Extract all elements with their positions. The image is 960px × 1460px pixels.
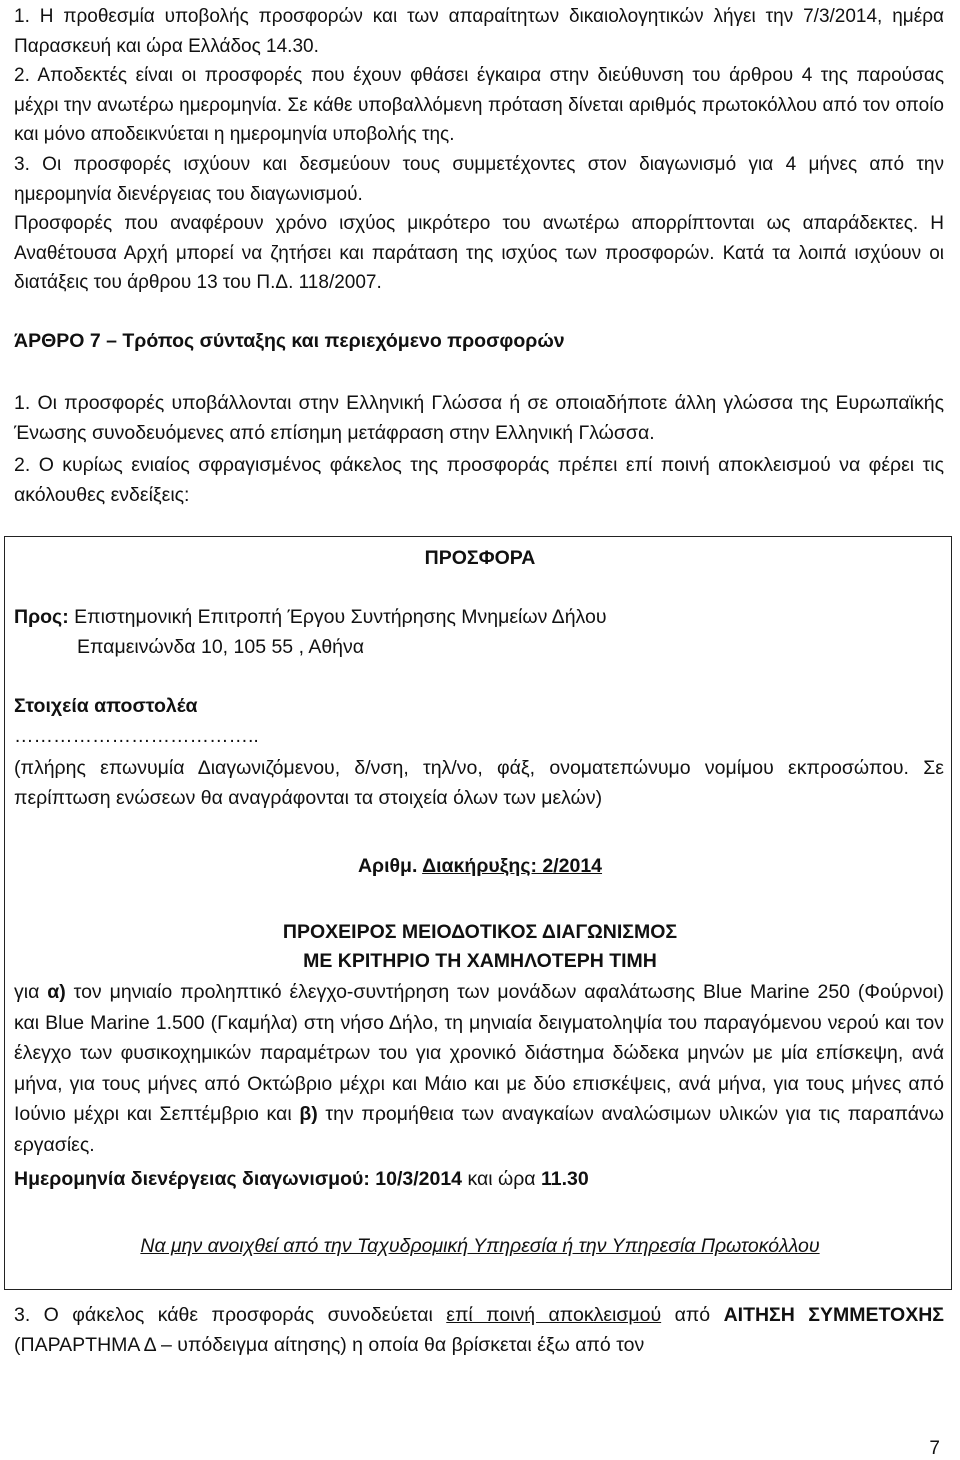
tender-type-1: ΠΡΟΧΕΙΡΟΣ ΜΕΙΟΔΟΤΙΚΟΣ ΔΙΑΓΩΝΙΣΜΟΣ (282, 921, 678, 943)
tender-criterion: ΜΕ ΚΡΙΤΗΡΙΟ ΤΗ ΧΑΜΗΛΟΤΕΡΗ ΤΙΜΗ (303, 950, 657, 972)
paragraph-3-mid: από (661, 1304, 724, 1326)
tender-date-label: Ημερομηνία διενέργειας διαγωνισμού: 10/3/2014 (14, 1168, 463, 1190)
page-number: 7 (929, 1438, 940, 1459)
sender-dots: ……………………………….. (14, 725, 259, 747)
recipient-line (14, 602, 607, 632)
item-b-marker: β) (299, 1103, 318, 1125)
declaration-number (0, 851, 960, 881)
tender-date-mid: και ώρα (462, 1168, 541, 1190)
do-not-open-notice: Να μην ανοιχθεί από την Ταχυδρομική Υπηρεσία ή την Υπηρεσία Πρωτοκόλλου (140, 1235, 820, 1257)
declaration-label: Αριθμ. (357, 855, 423, 877)
item-b-text: την προμήθεια των αναγκαίων αναλώσιμων υλικών για τις παραπάνω εργασίες. (14, 1103, 944, 1156)
declaration-value: Διακήρυξης: 2/2014 (422, 855, 603, 877)
sender-heading: Στοιχεία αποστολέα (14, 695, 198, 717)
item-2: 2. Αποδεκτές είναι οι προσφορές που έχουν φθάσει έγκαιρα στην διεύθυνση του άρθρου 4 της παρούσας μέχρι την ανωτέρω ημερομηνία. Σε κάθε υποβαλλόμενη πρόταση δίνεται αριθμός πρωτοκόλλου από τον οποίο και μόνο αποδεικνύεται η ημερομηνία υποβολής της. (14, 65, 944, 145)
for-prefix: για (14, 981, 48, 1003)
offer-title: ΠΡΟΣΦΟΡΑ (424, 547, 536, 569)
paragraph-3-pre: 3. Ο φάκελος κάθε προσφοράς συνοδεύεται (14, 1304, 447, 1326)
article-7-heading: ΆΡΘΡΟ 7 – Τρόπος σύνταξης και περιεχόμενο προσφορών (14, 330, 565, 352)
article-7-paragraph-1: 1. Οι προσφορές υποβάλλονται στην Ελληνική Γλώσσα ή σε οποιαδήποτε άλλη γλώσσα της Ευρωπαϊκής Ένωσης συνοδευόμενες από επίσημη μετάφραση στην Ελληνική Γλώσσα. (14, 392, 944, 444)
recipient-value: Επιστημονική Επιτροπή Έργου Συντήρησης Μνημείων Δήλου (68, 606, 607, 628)
item-a-text: τον μηνιαίο προληπτικό έλεγχο-συντήρηση των μονάδων αφαλάτωσης Blue Marine 250 (Φούρνοι) και Blue Marine 1.500 (Γκαμήλα) στη νήσο Δήλο, τη μηνιαία δειγματοληψία του παραγόμενου νερού και τον έλεγχο των φυσικοχημικών παραμέτρων του για χρονικό διάστημα δώδεκα μηνών με μία επίσκεψη, ανά μήνα, για τους μήνες από Οκτώβριο μέχρι και Μάιο και με δύο επισκέψεις, ανά μήνα, για τους μήνες από Ιούνιο μέχρι και Σεπτέμβριο και (14, 981, 944, 1125)
paragraph-3-bold: ΑΙΤΗΣΗ ΣΥΜΜΕΤΟΧΗΣ (723, 1304, 944, 1326)
tender-description (14, 977, 944, 1160)
recipient-label: Προς: (14, 606, 69, 628)
item-3: 3. Οι προσφορές ισχύουν και δεσμεύουν τους συμμετέχοντες στον διαγωνισμό για 4 μήνες από την ημερομηνία διενέργειας του διαγωνισμού. (14, 154, 944, 205)
paragraph-3 (14, 1300, 944, 1360)
sender-description: (πλήρης επωνυμία Διαγωνιζόμενου, δ/νση, τηλ/νο, φάξ, ονοματεπώνυμο νομίμου εκπροσώπου. Σε περίπτωση ενώσεων θα αναγράφονται τα στοιχεία όλων των μελών) (14, 757, 944, 809)
article-7-paragraph-2: 2. Ο κυρίως ενιαίος σφραγισμένος φάκελος της προσφοράς πρέπει επί ποινή αποκλεισμού να φέρει τις ακόλουθες ενδείξεις: (14, 454, 944, 506)
tender-time: 11.30 (541, 1168, 589, 1190)
paragraph-3-underlined: επί ποινή αποκλεισμού (446, 1304, 662, 1326)
item-1: 1. Η προθεσμία υποβολής προσφορών και των απαραίτητων δικαιολογητικών λήγει την 7/3/2014, ημέρα Παρασκευή και ώρα Ελλάδος 14.30. (14, 6, 944, 57)
paragraph-3-post: (ΠΑΡΑΡΤΗΜΑ Δ – υπόδειγμα αίτησης) η οποία θα βρίσκεται έξω από τον (14, 1334, 645, 1356)
item-a-marker: α) (47, 981, 66, 1003)
recipient-address: Επαμεινώνδα 10, 105 55 , Αθήνα (77, 636, 365, 658)
tender-type-line-1 (0, 917, 960, 947)
item-3-continued: Προσφορές που αναφέρουν χρόνο ισχύος μικρότερο του ανωτέρω απορρίπτονται ως απαράδεκτες. Η Αναθέτουσα Αρχή μπορεί να ζητήσει και παράταση της ισχύος των προσφορών. Κατά τα λοιπά ισχύουν οι διατάξεις του άρθρου 13 του Π.Δ. 118/2007. (14, 213, 944, 293)
tender-date-line (14, 1164, 589, 1194)
